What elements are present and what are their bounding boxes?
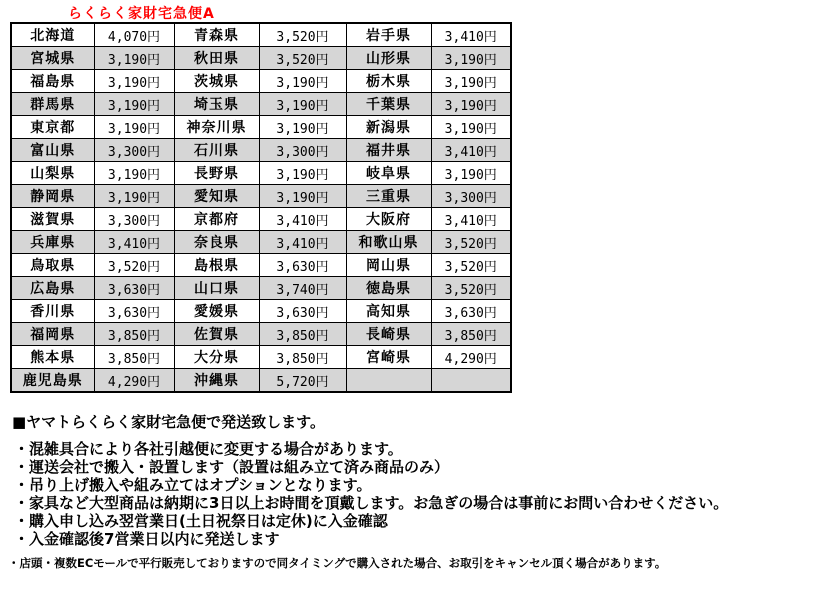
- prefecture-cell: 岐阜県: [346, 162, 431, 185]
- price-cell: 3,190円: [94, 116, 174, 139]
- prefecture-cell: 福島県: [11, 70, 94, 93]
- notes-bullet: ・家具など大型商品は納期に3日以上お時間を頂戴します。お急ぎの場合は事前にお問い合わせください。: [14, 494, 729, 512]
- rate-table-row: [11, 231, 511, 254]
- price-cell: 4,070円: [94, 23, 174, 47]
- rate-table-row: [11, 47, 511, 70]
- price-cell: 3,410円: [431, 139, 511, 162]
- price-cell: 3,190円: [431, 70, 511, 93]
- notes-bullet: ・購入申し込み翌営業日(土日祝祭日は定休)に入金確認: [14, 512, 388, 530]
- price-cell: 3,190円: [259, 93, 346, 116]
- rate-table-row: [11, 116, 511, 139]
- rate-table-title: らくらく家財宅急便A: [68, 6, 215, 22]
- prefecture-cell: 高知県: [346, 300, 431, 323]
- price-cell: 3,520円: [259, 23, 346, 47]
- price-cell: 3,190円: [94, 185, 174, 208]
- price-cell: 3,410円: [431, 23, 511, 47]
- rate-table-row: [11, 277, 511, 300]
- prefecture-cell: 三重県: [346, 185, 431, 208]
- prefecture-cell: 奈良県: [174, 231, 259, 254]
- price-cell: 3,520円: [94, 254, 174, 277]
- prefecture-cell: 滋賀県: [11, 208, 94, 231]
- price-cell: 3,190円: [94, 47, 174, 70]
- price-cell: [431, 369, 511, 393]
- prefecture-cell: 兵庫県: [11, 231, 94, 254]
- price-cell: 3,190円: [259, 70, 346, 93]
- price-cell: 3,520円: [259, 47, 346, 70]
- prefecture-cell: 福井県: [346, 139, 431, 162]
- prefecture-cell: 山形県: [346, 47, 431, 70]
- rate-table-row: [11, 185, 511, 208]
- price-cell: 3,190円: [94, 93, 174, 116]
- prefecture-cell: [346, 369, 431, 393]
- prefecture-cell: 広島県: [11, 277, 94, 300]
- prefecture-cell: 和歌山県: [346, 231, 431, 254]
- price-cell: 3,630円: [94, 300, 174, 323]
- notes-bullet: ・吊り上げ搬入や組み立てはオプションとなります。: [14, 476, 372, 494]
- prefecture-cell: 石川県: [174, 139, 259, 162]
- price-cell: 3,190円: [259, 162, 346, 185]
- rate-table-row: [11, 254, 511, 277]
- prefecture-cell: 宮崎県: [346, 346, 431, 369]
- prefecture-cell: 長崎県: [346, 323, 431, 346]
- price-cell: 3,300円: [94, 139, 174, 162]
- price-cell: 3,300円: [94, 208, 174, 231]
- prefecture-cell: 鹿児島県: [11, 369, 94, 393]
- prefecture-cell: 栃木県: [346, 70, 431, 93]
- notes-heading: ■ヤマトらくらく家財宅急便で発送致します。: [12, 413, 325, 431]
- prefecture-cell: 新潟県: [346, 116, 431, 139]
- price-cell: 3,410円: [431, 208, 511, 231]
- rate-table-row: [11, 369, 511, 393]
- rate-table-row: [11, 346, 511, 369]
- price-cell: 3,410円: [259, 231, 346, 254]
- price-cell: 3,630円: [94, 277, 174, 300]
- price-cell: 4,290円: [94, 369, 174, 393]
- rate-table-row: [11, 70, 511, 93]
- prefecture-cell: 島根県: [174, 254, 259, 277]
- notes-bullet: ・混雑具合により各社引越便に変更する場合があります。: [14, 440, 403, 458]
- price-cell: 3,850円: [94, 346, 174, 369]
- rate-table-row: [11, 162, 511, 185]
- price-cell: 4,290円: [431, 346, 511, 369]
- rate-table-row: [11, 23, 511, 47]
- prefecture-cell: 大分県: [174, 346, 259, 369]
- notes-bullet-list: [14, 440, 728, 548]
- price-cell: 3,190円: [259, 116, 346, 139]
- prefecture-cell: 京都府: [174, 208, 259, 231]
- price-cell: 3,190円: [94, 162, 174, 185]
- price-cell: 5,720円: [259, 369, 346, 393]
- prefecture-cell: 富山県: [11, 139, 94, 162]
- prefecture-cell: 茨城県: [174, 70, 259, 93]
- prefecture-cell: 北海道: [11, 23, 94, 47]
- price-cell: 3,190円: [94, 70, 174, 93]
- fine-print-note: ・店頭・複数ECモールで平行販売しておりますので同タイミングで購入された場合、お取引をキャンセル頂く場合があります。: [8, 556, 667, 570]
- prefecture-cell: 岩手県: [346, 23, 431, 47]
- price-cell: 3,190円: [431, 116, 511, 139]
- price-cell: 3,850円: [431, 323, 511, 346]
- price-cell: 3,850円: [94, 323, 174, 346]
- notes-bullet: ・入金確認後7営業日以内に発送します: [14, 530, 280, 548]
- prefecture-cell: 埼玉県: [174, 93, 259, 116]
- rate-table-row: [11, 139, 511, 162]
- price-cell: 3,410円: [259, 208, 346, 231]
- prefecture-cell: 香川県: [11, 300, 94, 323]
- shipping-rate-table: [10, 22, 512, 393]
- prefecture-cell: 静岡県: [11, 185, 94, 208]
- price-cell: 3,190円: [259, 185, 346, 208]
- rate-table-row: [11, 93, 511, 116]
- prefecture-cell: 大阪府: [346, 208, 431, 231]
- prefecture-cell: 山梨県: [11, 162, 94, 185]
- prefecture-cell: 群馬県: [11, 93, 94, 116]
- prefecture-cell: 鳥取県: [11, 254, 94, 277]
- rate-table-row: [11, 323, 511, 346]
- price-cell: 3,190円: [431, 47, 511, 70]
- prefecture-cell: 神奈川県: [174, 116, 259, 139]
- prefecture-cell: 東京都: [11, 116, 94, 139]
- prefecture-cell: 佐賀県: [174, 323, 259, 346]
- price-cell: 3,300円: [259, 139, 346, 162]
- prefecture-cell: 沖縄県: [174, 369, 259, 393]
- price-cell: 3,850円: [259, 323, 346, 346]
- prefecture-cell: 山口県: [174, 277, 259, 300]
- prefecture-cell: 秋田県: [174, 47, 259, 70]
- price-cell: 3,520円: [431, 231, 511, 254]
- price-cell: 3,740円: [259, 277, 346, 300]
- prefecture-cell: 青森県: [174, 23, 259, 47]
- prefecture-cell: 熊本県: [11, 346, 94, 369]
- price-cell: 3,630円: [259, 300, 346, 323]
- price-cell: 3,410円: [94, 231, 174, 254]
- prefecture-cell: 徳島県: [346, 277, 431, 300]
- prefecture-cell: 愛知県: [174, 185, 259, 208]
- price-cell: 3,300円: [431, 185, 511, 208]
- rate-table-row: [11, 208, 511, 231]
- prefecture-cell: 宮城県: [11, 47, 94, 70]
- price-cell: 3,190円: [431, 93, 511, 116]
- rate-table-row: [11, 300, 511, 323]
- notes-bullet: ・運送会社で搬入・設置します（設置は組み立て済み商品のみ）: [14, 458, 450, 476]
- price-cell: 3,630円: [259, 254, 346, 277]
- prefecture-cell: 福岡県: [11, 323, 94, 346]
- price-cell: 3,520円: [431, 254, 511, 277]
- prefecture-cell: 愛媛県: [174, 300, 259, 323]
- price-cell: 3,850円: [259, 346, 346, 369]
- prefecture-cell: 長野県: [174, 162, 259, 185]
- price-cell: 3,520円: [431, 277, 511, 300]
- price-cell: 3,630円: [431, 300, 511, 323]
- prefecture-cell: 千葉県: [346, 93, 431, 116]
- rate-table-body: [11, 23, 511, 392]
- price-cell: 3,190円: [431, 162, 511, 185]
- prefecture-cell: 岡山県: [346, 254, 431, 277]
